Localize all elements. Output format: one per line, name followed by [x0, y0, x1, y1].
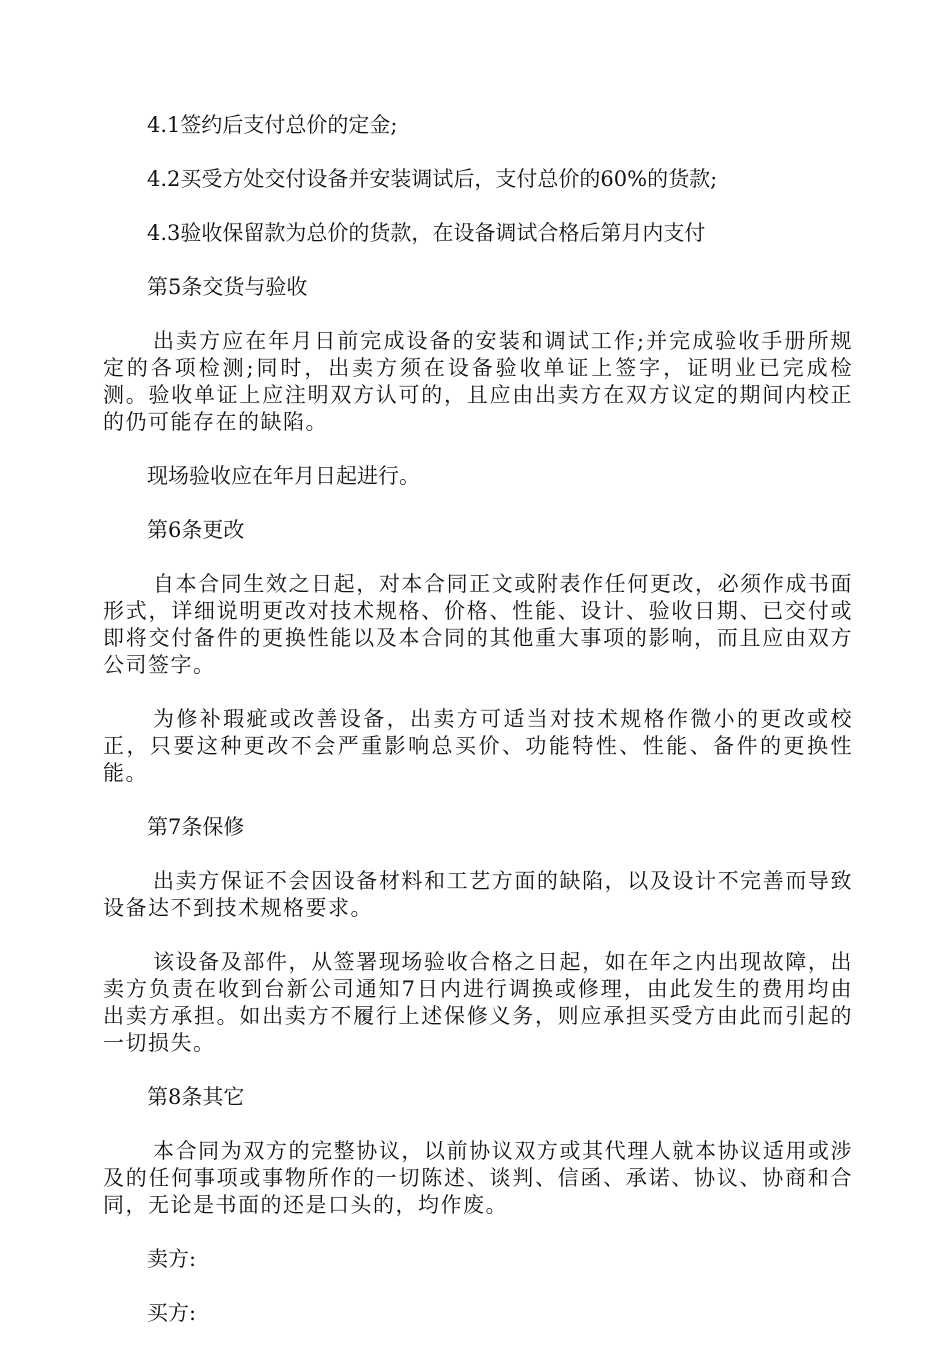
- article-7-heading: 第7条保修: [147, 815, 245, 839]
- article-5-heading: 第5条交货与验收: [147, 275, 308, 299]
- article-7-paragraph-2: 该设备及部件，从签署现场验收合格之日起，如在年之内出现故障，出卖方负责在收到台新公司通知7日内进行调换或修理，由此发生的费用均由出卖方承担。如出卖方不履行上述保修义务，则应承担买受方由此而引起的一切损失。: [103, 950, 853, 1055]
- document-body: [103, 112, 853, 1354]
- article-5-paragraph-1: 出卖方应在年月日前完成设备的安装和调试工作;并完成验收手册所规定的各项检测;同时，出卖方须在设备验收单证上签字，证明业已完成检测。验收单证上应注明双方认可的，且应由出卖方在双方议定的期间内校正的仍可能存在的缺陷。: [103, 329, 853, 434]
- article-6-paragraph-1: 自本合同生效之日起，对本合同正文或附表作任何更改，必须作成书面形式，详细说明更改对技术规格、价格、性能、设计、验收日期、已交付或即将交付备件的更换性能以及本合同的其他重大事项的影响，而且应由双方公司签字。: [103, 572, 853, 677]
- article-7-paragraph-1: 出卖方保证不会因设备材料和工艺方面的缺陷，以及设计不完善而导致设备达不到技术规格要求。: [103, 869, 853, 920]
- payment-clause-4-2: 4.2买受方处交付设备并安装调试后，支付总价的60%的货款;: [147, 167, 718, 191]
- seller-signature-line: 卖方:: [147, 1247, 197, 1271]
- payment-clause-4-1: 4.1签约后支付总价的定金;: [147, 113, 398, 137]
- article-8-paragraph-1: 本合同为双方的完整协议，以前协议双方或其代理人就本协议适用或涉及的任何事项或事物所作的一切陈述、谈判、信函、承诺、协议、协商和合同，无论是书面的还是口头的，均作废。: [103, 1139, 853, 1217]
- article-6-heading: 第6条更改: [147, 518, 245, 542]
- article-5-paragraph-2: 现场验收应在年月日起进行。: [147, 464, 420, 488]
- payment-clause-4-3: 4.3验收保留款为总价的货款，在设备调试合格后第月内支付: [147, 221, 706, 245]
- buyer-signature-line: 买方:: [147, 1301, 197, 1325]
- article-8-heading: 第8条其它: [147, 1085, 245, 1109]
- article-6-paragraph-2: 为修补瑕疵或改善设备，出卖方可适当对技术规格作微小的更改或校正，只要这种更改不会严重影响总买价、功能特性、性能、备件的更换性能。: [103, 707, 853, 785]
